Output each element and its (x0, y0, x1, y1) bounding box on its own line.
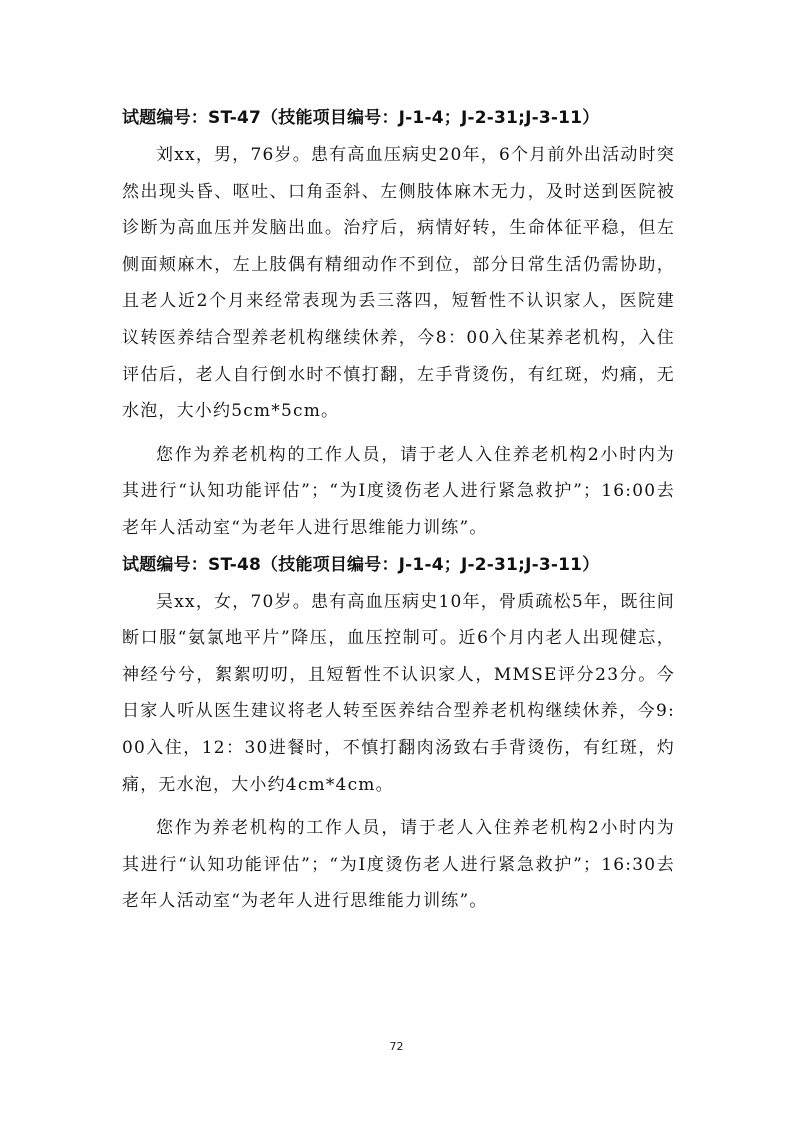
case-description: 吴xx，女，70岁。患有高血压病史10年，骨质疏松5年，既往间断口服“氨氯地平片”降压，血压控制可。近6个月内老人出现健忘，神经兮兮，絮絮叨叨，且短暂性不认识家人，MMSE评分23分。今日家人听从医生建议将老人转至医养结合型养老机构继续休养，今9:00入住，12：30进餐时，不慎打翻肉汤致右手背烫伤，有红斑，灼痛，无水泡，大小约4cm*4cm。 (122, 591, 675, 795)
case-description: 刘xx，男，76岁。患有高血压病史20年，6个月前外出活动时突然出现头昏、呕吐、口角歪斜、左侧肢体麻木无力，及时送到医院被诊断为高血压并发脑出血。治疗后，病情好转，生命体征平稳，但左侧面颊麻木，左上肢偶有精细动作不到位，部分日常生活仍需协助，且老人近2个月来经常表现为丢三落四，短暂性不认识家人，医院建议转医养结合型养老机构继续休养，今8：00入住某养老机构，入住评估后，老人自行倒水时不慎打翻，左手背烫伤，有红斑，灼痛，无水泡，大小约5cm*5cm。 (122, 145, 675, 422)
question-heading: 试题编号：ST-48（技能项目编号：J-1-4；J-2-31;J-3-11） (122, 554, 600, 575)
question-heading: 试题编号：ST-47（技能项目编号：J-1-4；J-2-31;J-3-11） (122, 108, 600, 128)
page-content (122, 100, 675, 920)
page-number: 72 (389, 1040, 404, 1053)
task-instructions: 您作为养老机构的工作人员，请于老人入住养老机构2小时内为其进行“认知功能评估”；“为Ⅰ度烫伤老人进行紧急救护”；16:30去老年人活动室“为老年人进行思维能力训练”。 (122, 818, 675, 912)
exam-question-st-47 (122, 100, 675, 547)
task-instructions: 您作为养老机构的工作人员，请于老人入住养老机构2小时内为其进行“认知功能评估”；“为Ⅰ度烫伤老人进行紧急救护”；16:00去老年人活动室“为老年人进行思维能力训练”。 (122, 444, 675, 538)
exam-question-st-48 (122, 547, 675, 920)
